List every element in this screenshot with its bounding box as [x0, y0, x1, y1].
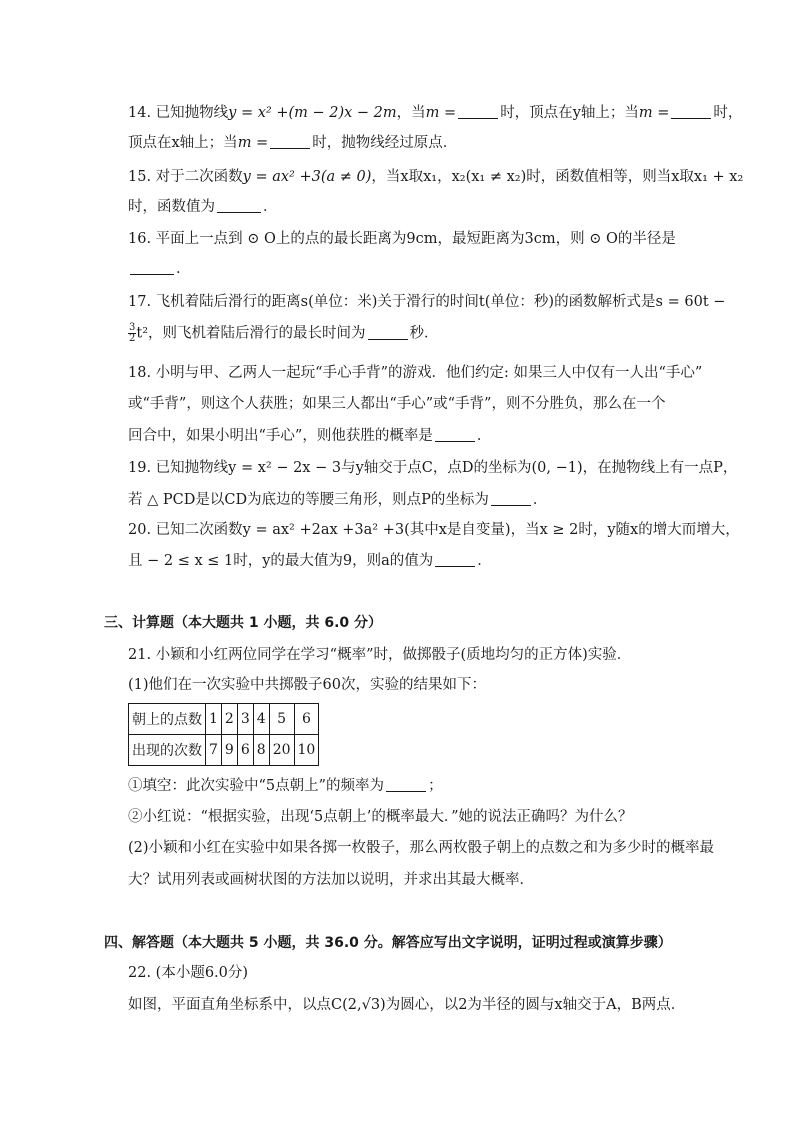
- text: (2)小颖和小红在实验中如果各掷一枚骰子，那么两枚骰子朝上的点数之和为多少时的概率最: [128, 840, 715, 856]
- text: 21. 小颖和小红两位同学在学习“概率”时，做掷骰子(质地均匀的正方体)实验．: [128, 647, 632, 663]
- text: 时，顶点在: [500, 105, 573, 121]
- answer-blank[interactable]: [435, 552, 475, 567]
- question-17-line-1: [128, 292, 725, 312]
- text: ．: [532, 492, 548, 508]
- answer-blank[interactable]: [368, 325, 408, 340]
- equation: y = x² +(m − 2)x − 2m: [228, 105, 397, 121]
- question-15-line-1: [128, 167, 743, 187]
- text: ．: [176, 261, 191, 277]
- variable: m =: [638, 105, 670, 121]
- text: 17. 飞机着陆后滑行的距离s(单位：米)关于滑行的时间t(单位：秒)的函数解析式是s = 60t −: [128, 294, 726, 310]
- table-cell: 4: [253, 704, 269, 735]
- question-21-part-2-line-1: [128, 838, 714, 858]
- text: 若 △ PCD是以CD为底边的等腰三角形，则点P的坐标为: [128, 492, 489, 508]
- text: ；: [428, 778, 443, 794]
- text: 如图，平面直角坐标系中，以点C(2,√3)为圆心，以2为半径的圆与x轴交于A，B两点．: [128, 997, 686, 1013]
- text: 18. 小明与甲、乙两人一起玩“手心手背”的游戏．他们约定: 如果三人中仅有一人出“手心”: [128, 365, 703, 381]
- answer-blank[interactable]: [130, 260, 174, 275]
- text: ．: [477, 553, 492, 569]
- table-cell: 7: [206, 735, 222, 766]
- section-4-heading: 四、解答题（本大题共 5 小题，共 36.0 分。解答应写出文字说明，证明过程或演算步骤）: [104, 935, 672, 951]
- question-20-line-1: [128, 520, 740, 540]
- dice-results-table: [128, 703, 319, 766]
- question-21-line-2: [128, 675, 486, 695]
- question-16-line-1: [128, 229, 676, 249]
- question-22-line-2: [128, 995, 685, 1015]
- table-cell: 6: [237, 735, 253, 766]
- table-cell: 6: [294, 704, 319, 735]
- question-15-line-2: [128, 197, 278, 217]
- table-cell: 3: [237, 704, 253, 735]
- answer-blank[interactable]: [386, 777, 426, 792]
- question-18-line-3: [128, 426, 491, 446]
- text: 顶点在: [128, 135, 172, 151]
- text: 时，函数值为: [128, 199, 215, 215]
- text: 或“手背”，则这个人获胜；如果三人都出“手心”或“手背”，则不分胜负，那么在一个: [128, 396, 666, 412]
- text: 秒．: [409, 325, 439, 342]
- text: t²，则飞机着陆后滑行的最长时间为: [136, 325, 366, 342]
- section-3-heading: 三、计算题（本大题共 1 小题，共 6.0 分）: [104, 615, 383, 631]
- question-19-line-2: [128, 490, 547, 510]
- row-header: 朝上的点数: [129, 704, 206, 735]
- answer-blank[interactable]: [270, 134, 310, 149]
- text: 14. 已知抛物线: [128, 105, 229, 121]
- table-cell: 2: [221, 704, 237, 735]
- text: ，当: [396, 105, 426, 121]
- text: 15. 对于二次函数: [128, 169, 243, 185]
- numerator: 3: [129, 322, 136, 333]
- text: 19. 已知抛物线y = x² − 2x − 3与y轴交于点C，点D的坐标为(0, −1)，在抛物线上有一点P，: [128, 460, 738, 476]
- table-cell: 5: [269, 704, 294, 735]
- answer-blank[interactable]: [217, 198, 261, 213]
- equation: y = ax² +3(a ≠ 0): [242, 169, 372, 185]
- question-22-line-1: [128, 963, 248, 983]
- text: 16. 平面上一点到 ⊙ O上的点的最长距离为9cm，最短距离为3cm，则 ⊙ O的半径是: [128, 231, 676, 247]
- question-16-line-2: [128, 259, 191, 279]
- text: 时，: [713, 105, 743, 121]
- text: 20. 已知二次函数y = ax² +2ax +3a² +3(其中x是自变量)，当x ≥ 2时，y随x的增大而增大，: [128, 522, 740, 538]
- answer-blank[interactable]: [491, 491, 531, 506]
- text: x轴上；当: [171, 135, 238, 151]
- question-17-line-2: [128, 323, 439, 344]
- text: ，当x取x₁，x₂(x₁ ≠ x₂)时，函数值相等，则当x取x₁ + x₂: [371, 169, 744, 185]
- text: 22. (本小题6.0分): [128, 965, 249, 981]
- question-18-line-2: [128, 394, 665, 414]
- answer-blank[interactable]: [458, 104, 498, 119]
- table-cell: 9: [221, 735, 237, 766]
- text: 时，抛物线经过原点．: [312, 135, 458, 151]
- question-14-line-1: [128, 103, 742, 123]
- question-21-line-1: [128, 645, 631, 665]
- text: (1)他们在一次实验中共掷骰子60次，实验的结果如下：: [128, 677, 486, 693]
- variable: m =: [237, 135, 269, 151]
- question-21-sub-2: [128, 807, 633, 827]
- table-row: [129, 735, 319, 766]
- text: ．: [263, 199, 278, 215]
- question-21-part-2-line-2: [128, 870, 534, 890]
- question-21-sub-1: [128, 776, 443, 796]
- answer-blank[interactable]: [671, 104, 711, 119]
- answer-blank[interactable]: [435, 427, 475, 442]
- table-cell: 20: [269, 735, 294, 766]
- question-18-line-1: [128, 363, 702, 383]
- table-row: [129, 704, 319, 735]
- text: 且 − 2 ≤ x ≤ 1时，y的最大值为9，则a的值为: [128, 553, 434, 569]
- text: ．: [476, 428, 492, 444]
- table-cell: 10: [294, 735, 319, 766]
- table-cell: 8: [253, 735, 269, 766]
- denominator: 2: [129, 333, 136, 344]
- text: y轴上；当: [572, 105, 639, 121]
- question-20-line-2: [128, 551, 492, 571]
- question-14-line-2: [128, 133, 457, 153]
- text: 回合中，如果小明出“手心”，则他获胜的概率是: [128, 428, 433, 444]
- question-19-line-1: [128, 458, 737, 478]
- text: 大？试用列表或画树状图的方法加以说明，并求出其最大概率．: [128, 872, 534, 888]
- row-header: 出现的次数: [129, 735, 206, 766]
- text: ②小红说：“根据实验，出现‘5点朝上’的概率最大．”她的说法正确吗？为什么？: [128, 809, 633, 825]
- variable: m =: [425, 105, 457, 121]
- table-cell: 1: [206, 704, 222, 735]
- text: ①填空：此次实验中“5点朝上”的频率为: [128, 778, 385, 794]
